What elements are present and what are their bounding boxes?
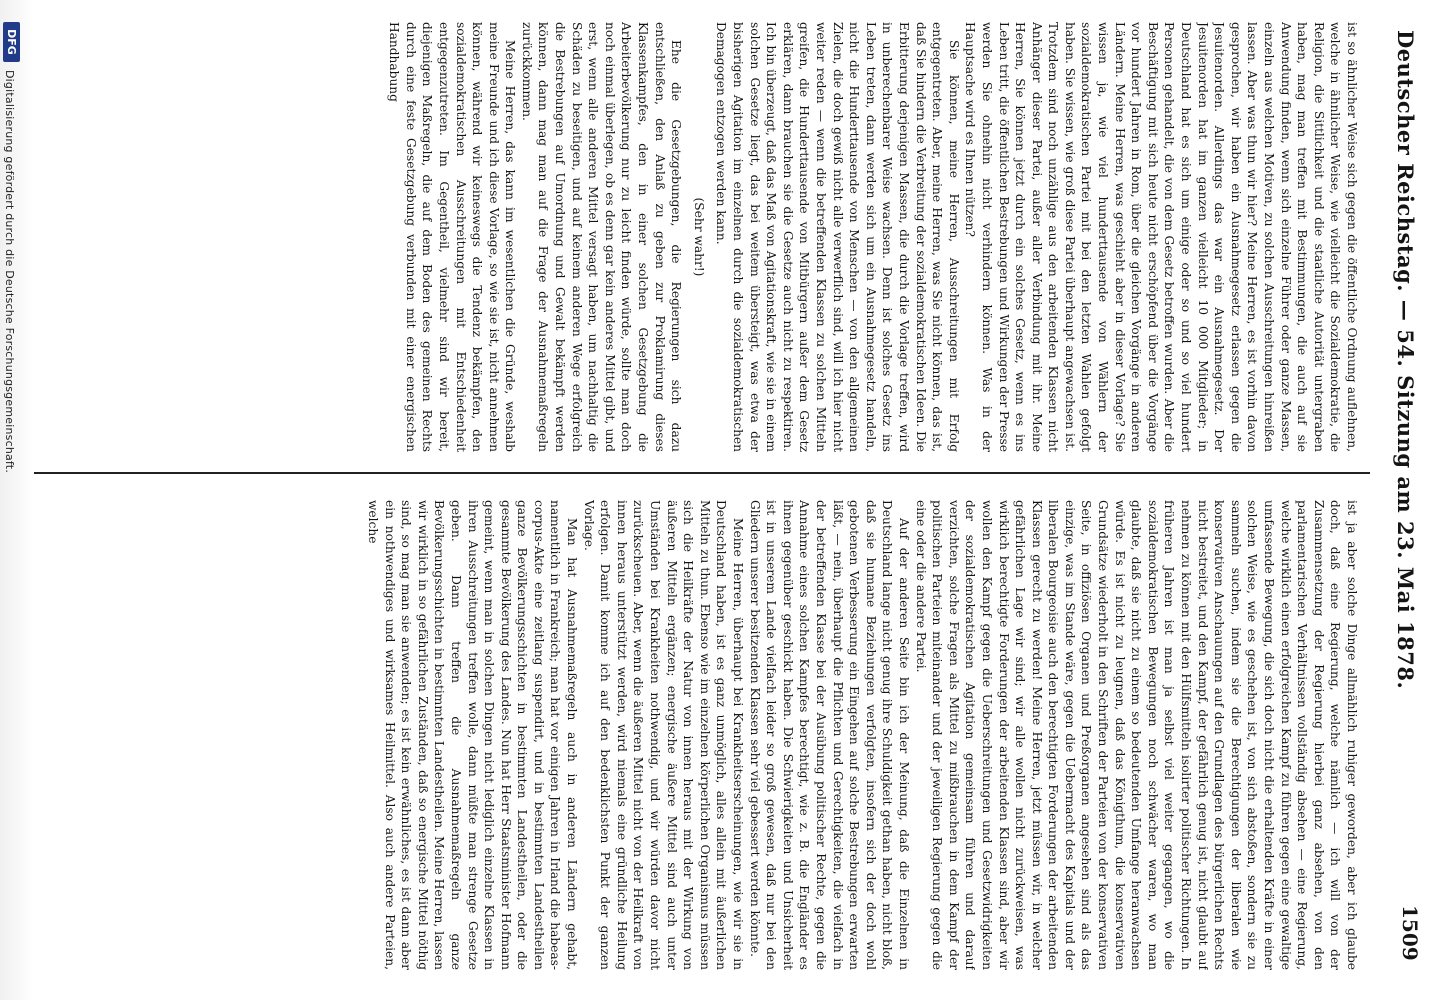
header-title: Deutscher Reichstag. — 54. Sitzung am 23. Mai 1878. xyxy=(1393,30,1418,690)
interjection: (Sehr wahr!) xyxy=(691,197,706,277)
left-paragraph: ist so ähnlicher Weise sich gegen die öffentliche Ordnung auflehnen, welche in ähnlicher Weise, wie vielleicht die Sozialdemokratie, die Religion, die Sittlichkeit und die staatliche Autorität untergraben haben, mag man treffen mit Bestimmungen, die auch auf sie Anwendung finden, wenn sich einzelne Führer oder ganze Massen, einzeln aus welchen Motiven, zu solchen Ausschreitungen hinreißen lassen. Aber was thun wir hier? Meine Herren, es ist vorhin davon gesprochen, wir haben ein Ausnahmegesetz erlassen gegen die Jesuitenorden. Allerdings das war ein Ausnahmegesetz. Der Jesuitenorden hat im ganzen vielleicht 10 000 Mitglieder; in Deutschland hat es sich um einige oder so und so viel hundert Personen gehandelt, die von dem Gesetz betroffen wurden. Aber die Beschäftigung mit sich heute nicht erschöpfend über die Vorgänge vor hundert Jahren in Rom, über die gleichen Vorgänge in anderen Ländern. Meine Herren, was geschieht aber in dieser Vorlage? Sie wissen ja, wie viel hunderttausende von Wählern der sozialdemokratischen Partei mit bei den letzten Wahlen gefolgt haben. Sie wissen, wie groß diese Partei überhaupt angewachsen ist. Trotzdem sind noch unzählige aus den arbeitenden Klassen nicht Anhänger dieser Partei, außer aller Verbindung mit ihr. Meine Herren, Sie können jetzt durch ein solches Gesetz, wenn es ins Leben tritt, die öffentlichen Bestrebungen und Wirkungen der Presse werden Sie ohnehin nicht verhindern können. Was in der Hauptsache wird es Ihnen nützen? xyxy=(963,22,1359,452)
digitization-note: Digitalisierung gefördert durch die Deutsche Forschungsgemeinschaft. xyxy=(3,70,16,474)
left-column xyxy=(386,22,1360,452)
right-paragraph: Meine Herren, überhaupt bei Krankheitserscheinungen, wie wir sie in Deutschland haben, ist es ganz unmöglich, alles allein mit äußerlichen Mitteln zu thun. Ebenso wie im einzelnen körperlichen Organismus müssen sich die Heilkräfte der Natur von innen heraus mit der Wirkung von äußeren Mitteln ergänzen; energische äußere Mittel sind auch unter Umständen bei Krankheiten nothwendig, und wir würden davor nicht zurückscheuen. Aber, wenn die äußeren Mittel nicht von der Heilkraft von innen heraus unterstützt werden, wird niemals eine gründliche Heilung erfolgen. Damit komme ich auf den bedenklichsten Punkt der ganzen Vorlage. xyxy=(581,500,746,970)
right-paragraph: Auf der anderen Seite bin ich der Meinung, daß die Einzelnen in Deutschland lange nicht genug ihre Schuldigkeit gethan haben, nicht bloß, daß sie humane Beziehungen verfolgten, insofern sich der doch wohl gebotenen Verbesserung ein Eingehen auf solche Bestrebungen erwarten läßt, — nein, überhaupt die Pflichten und Gerechtigkeiten, die vielfach in der betreffenden Klasse bei der Ausübung politischer Rechte, gegen die Annahme eines solchen Kampfes berechtigt, wie z. B. die Engländer es ihnen gegenüber geschickt haben. Die Schwierigkeiten und Unsicherheit ist in unserem Lande vielfach leider so groß gewesen, daß nur bei den Gliedern unserer besitzenden Klassen sehr viel gebessert werden könnte. xyxy=(747,500,911,970)
dfg-logo: DFG xyxy=(3,22,20,62)
right-column xyxy=(364,500,1360,970)
left-paragraph: Ehe die Gesetzgebungen, die Regierungen sich dazu entschließen, den Anlaß zu geben zur Proklamirung dieses Klassenkampfes, den in einer solchen Gesetzgebung die Arbeiterbevölkerung nur zu leicht finden würde, sollte man doch noch einmal überlegen, ob es denn gar kein anderes Mittel gibt, und erst, wenn alle anderen Mittel versagt haben, um nachhaltig die Schäden zu beseitigen, und auf keinem anderen Wege erfolgreich die Bestrebungen auf Umordnung und Gewalt bekämpft werden können, dann mag man auf die Frage der Ausnahmemaßregeln zurückkommen. xyxy=(519,22,684,452)
right-paragraph: ist ja aber solche Dinge allmählich ruhiger geworden, aber ich glaube doch, daß eine Regierung, welche nämlich — ich will von der Zusammensetzung der Regierung hierbei ganz absehen, von den parlamentarischen Verhältnissen vollständig absehen — eine Regierung, welche wirklich einen erfolgreichen Kampf zu führen gegen eine gewaltige umfassende Bewegung, die sich doch nicht die erhaltenden Kräfte in einer solchen Weise, wie es geschehen ist, von sich abstoßen, sondern sie zu sammeln suchen, indem sie die Berechtigungen der liberalen wie konservativen Anschauungen auf den Grundlagen des bürgerlichen Rechts nicht bestreitet, und den Kampf, der gefährlich genug ist, nicht glaubt auf nehmen zu können mit den Hülfsmitteln isolirter politischer Richtungen. In früheren Jahren ist man ja selbst viel weiter gegangen, wo die sozialdemokratischen Bewegungen noch schwächer waren, wo man glaubte, daß sie nicht zu einem so bedeutenden Umfange heranwachsen würde. Es ist nicht zu leugnen, daß das Königthum, die konservativen Grundsätze wiederholt in den Schriften der Parteien von der konservativen Seite, in offiziösen Organen und Preßorganen angesehen sind als das einzige, was im Stande wäre, gegen die Uebermacht des Kapitals und der liberalen Bourgeoisie auch den berechtigten Forderungen der arbeitenden Klassen gerecht zu werden! Meine Herren, jetzt müssen wir, in welcher gefährlichen Lage wir sind; wir alle wollen nicht zurückweisen, was wirklich berechtigte Forderungen der arbeitenden Klassen sind, aber wir wollen den Kampf gegen die Ueberschreitungen und Gesetzwidrigkeiten der sozialdemokratischen Agitation gemeinsam führen und darauf verzichten, solche Fragen als Mittel zu mißbrauchen in dem Kampf der politischen Parteien miteinander und der jeweiligen Regierung gegen die eine oder die andere Partei. xyxy=(913,500,1359,970)
left-paragraph: Meine Herren, das kann im wesentlichen die Gründe, weshalb meine Freunde und ich diese Vorlage, so wie sie ist, nicht annehmen können, während wir keineswegs die Tendenz bekämpfen, den sozialdemokratischen Ausschreitungen mit Entschiedenheit entgegenzutreten. Im Gegentheil, vielmehr sind wir bereit, diejenigen Maßregeln, die auf dem Boden des gemeinen Rechts durch eine feste Gesetzgebung verbunden mit einer energischen Handhabung xyxy=(387,22,518,452)
column-divider xyxy=(15,472,1370,474)
left-paragraph: Sie können, meine Herren, Ausschreitungen mit Erfolg entgegentreten. Aber, meine Herren, was Sie nicht können, das ist, daß Sie hindern die Verbreitung der sozialdemokratischen Ideen. Die Erbitterung derjenigen Massen, die durch die Vorlage treffen, wird in unberechenbarer Weise wachsen. Denn ist solches Gesetz ins Leben treten, dann werden sich um ein Ausnahmegesetz handeln, nicht die Hunderttausende von Menschen — von den allgemeinen Zielen, die doch gewiß nicht alle verwerflich sind, will ich hier nicht weiter reden — wenn die betreffenden Klassen zu solchen Mitteln greifen, die Hunderttausende von Mitbürgern außer dem Gesetz erklären, dann brauchen sie die Gesetze auch nicht zu respektiren. Ich bin überzeugt, daß das Maß von Agitationskraft, wie sie in einem solchen Gesetze liegt, das bei weitem übersteigt, was etwa der bisherigen Agitation im einzelnen durch die sozialdemokratischen Demagogen entzogen werden kann. xyxy=(714,22,961,452)
right-paragraph: Man hat Ausnahmemaßregeln auch in anderen Ländern gehabt, namentlich in Frankreich; man hat vor einigen Jahren in Irland die habeas-corpus-Akte eine zeitlang suspendirt, und in bestimmten Landestheilen ganze Bevölkerungsschichten in bestimmten Landestheilen, oder die gesammte Bevölkerung des Landes. Nun hat Herr Staatsminister Hofmann gemeint, wenn man in solchen Dingen nicht lediglich einzelne Klassen in ihren Ausschreitungen treffen wolle, dann müßte man strenge Gesetze geben. Dann treffen die Ausnahmemaßregeln ganze Bevölkerungsschichten in bestimmten Landestheilen. Meine Herren, lassen wir wirklich in so gefährlichen Zuständen, daß so energische Mittel nöthig sind, so mag man sie anwenden; es ist kein erwähnliches, es ist dann aber ein nothwendiges und wirksames Heilmittel. Also auch andere Parteien, welche xyxy=(365,500,580,970)
page-number: 1509 xyxy=(1398,905,1422,961)
page-header xyxy=(1372,0,1432,1000)
